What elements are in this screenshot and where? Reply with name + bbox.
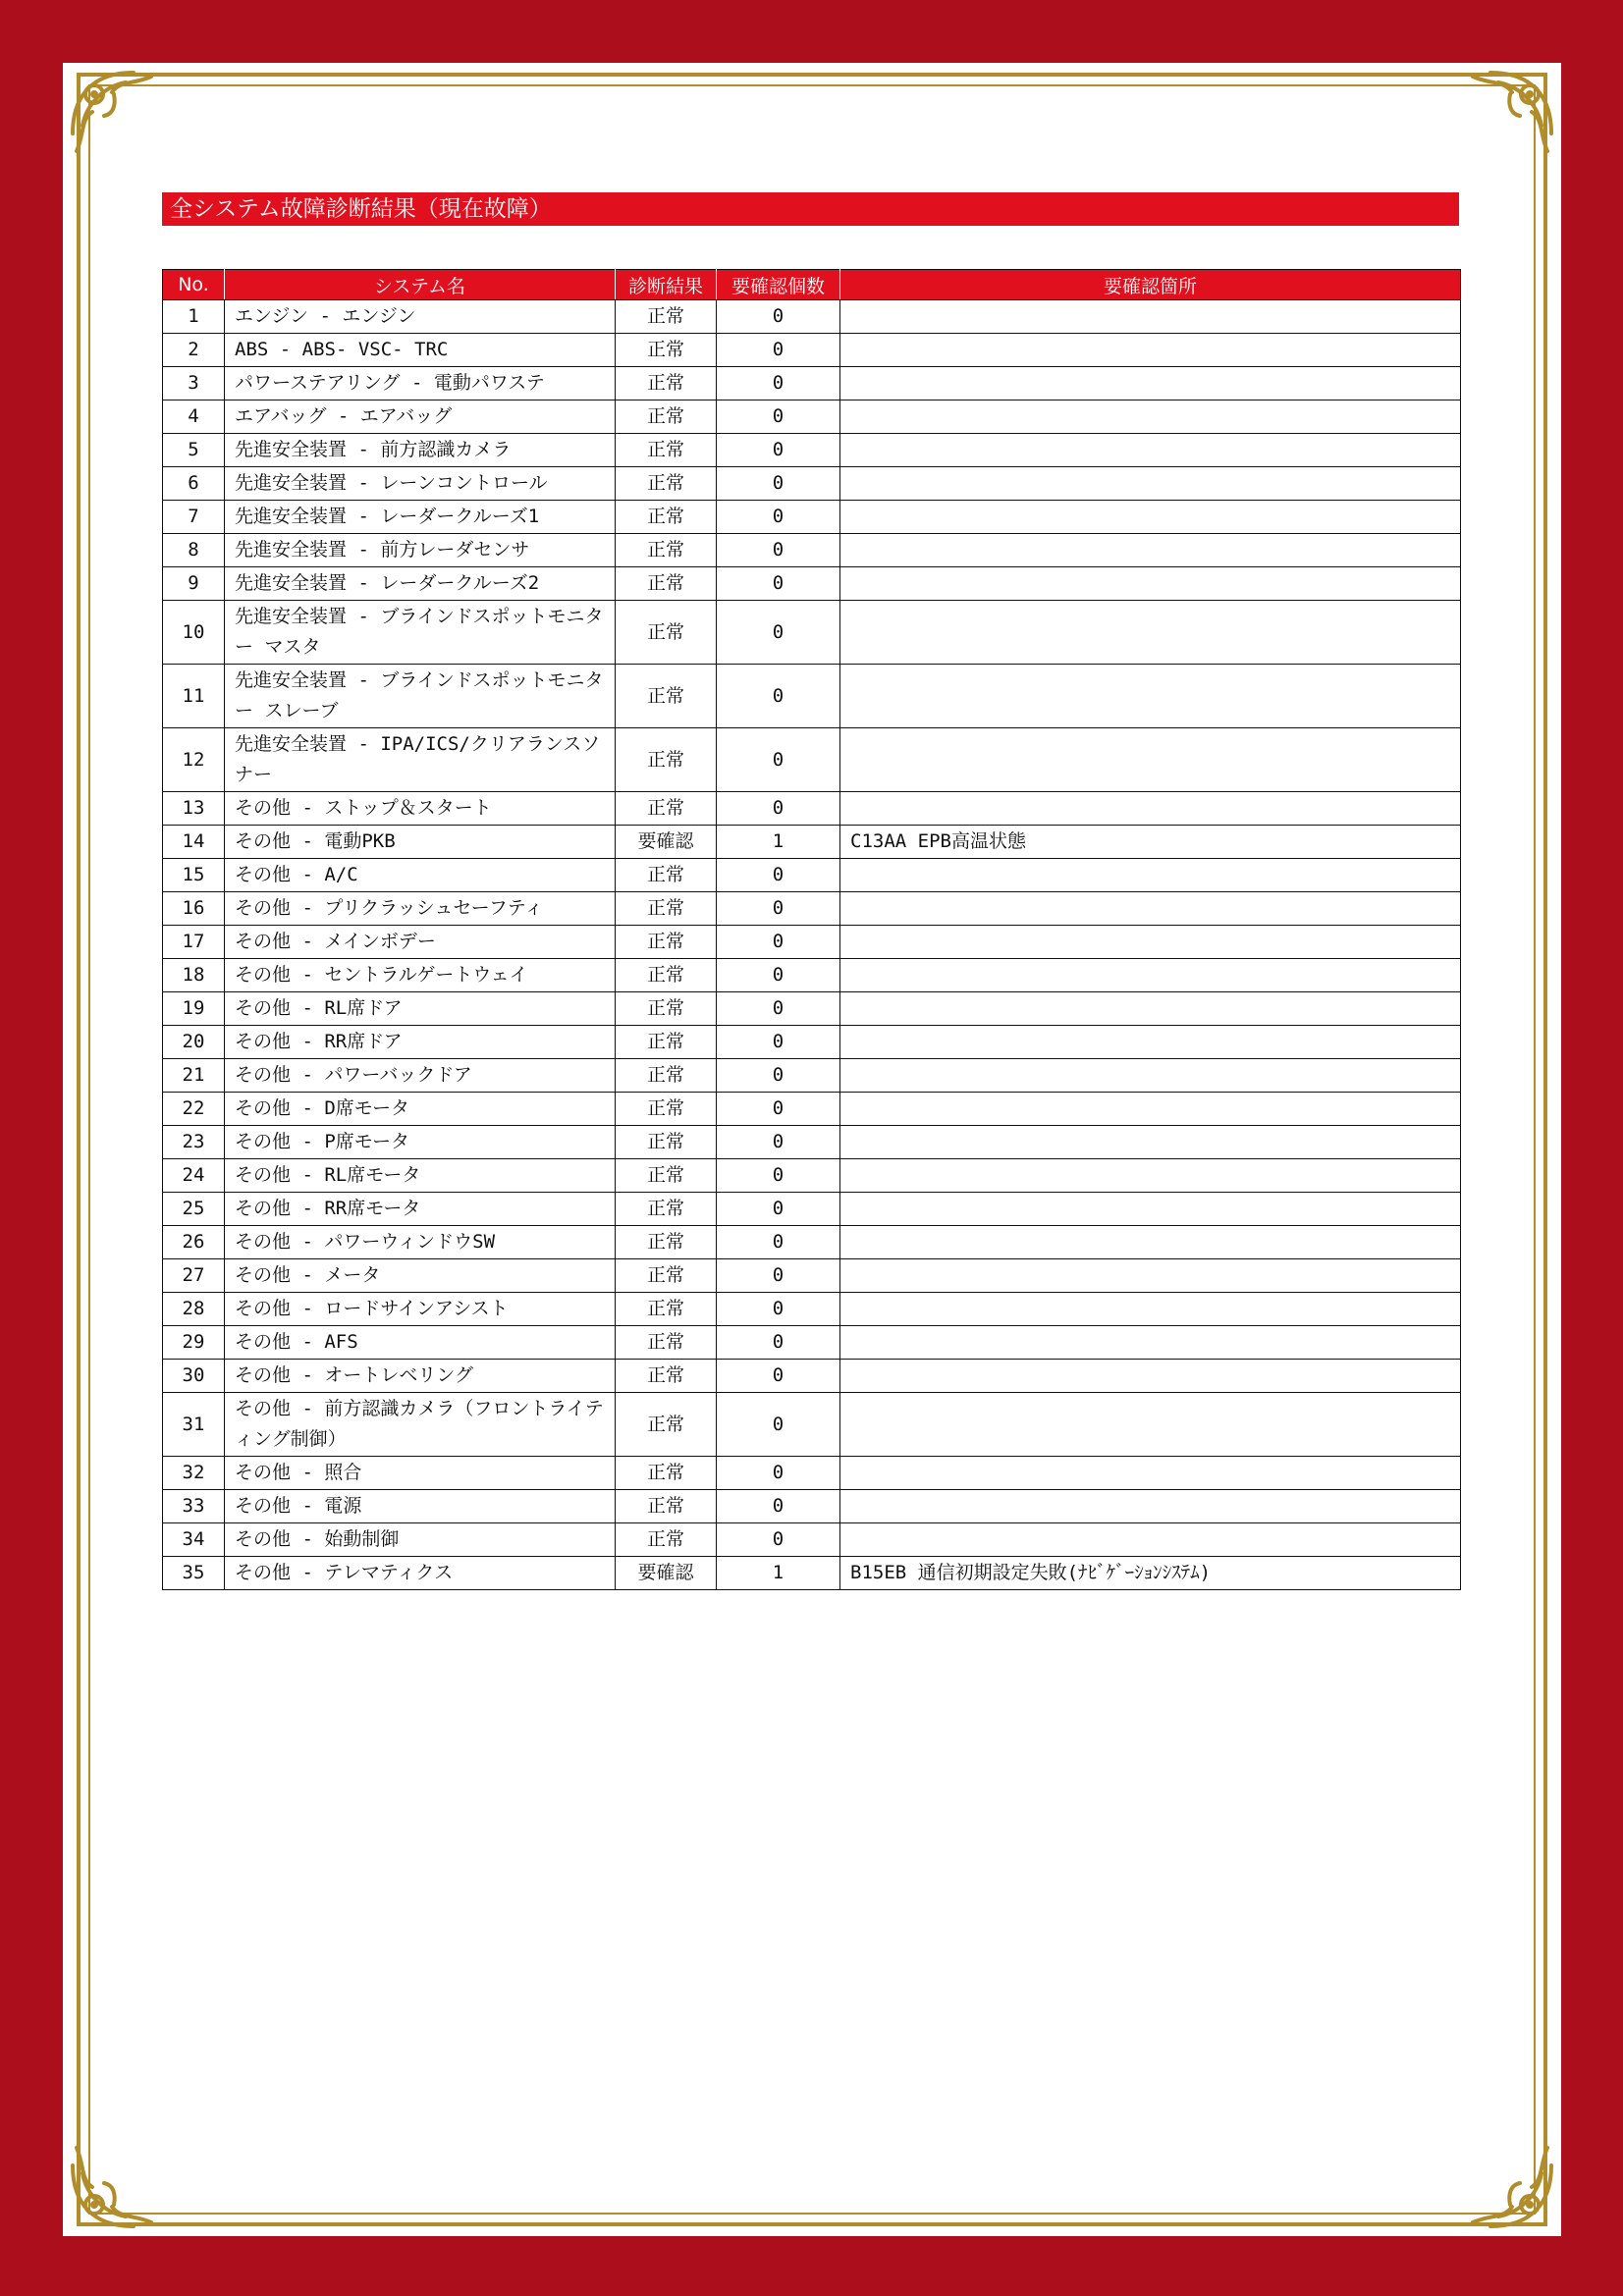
row-location: C13AA EPB高温状態 [840, 826, 1461, 859]
table-row [163, 892, 1461, 926]
table-row [163, 665, 1461, 728]
row-system-name: パワーステアリング - 電動パワステ [225, 367, 616, 400]
row-system-name: その他 - ストップ＆スタート [225, 792, 616, 826]
row-count: 0 [717, 792, 840, 826]
row-count: 0 [717, 1457, 840, 1490]
table-row [163, 926, 1461, 959]
row-system-name: その他 - 電動PKB [225, 826, 616, 859]
row-count: 0 [717, 926, 840, 959]
row-result: 正常 [616, 1326, 717, 1360]
row-location [840, 601, 1461, 665]
row-count: 0 [717, 1393, 840, 1457]
row-count: 0 [717, 1193, 840, 1226]
row-no: 4 [163, 400, 225, 434]
row-location [840, 992, 1461, 1026]
row-no: 34 [163, 1523, 225, 1557]
table-row [163, 992, 1461, 1026]
row-result: 正常 [616, 1226, 717, 1259]
row-result: 正常 [616, 467, 717, 501]
table-row [163, 859, 1461, 892]
row-location [840, 1326, 1461, 1360]
section-title: 全システム故障診断結果（現在故障） [162, 192, 1459, 226]
row-system-name: その他 - A/C [225, 859, 616, 892]
row-count: 0 [717, 892, 840, 926]
row-no: 14 [163, 826, 225, 859]
row-result: 正常 [616, 1126, 717, 1159]
row-system-name: その他 - パワーウィンドウSW [225, 1226, 616, 1259]
row-location [840, 567, 1461, 601]
row-no: 28 [163, 1293, 225, 1326]
table-row [163, 567, 1461, 601]
row-count: 0 [717, 367, 840, 400]
row-no: 26 [163, 1226, 225, 1259]
table-row [163, 1026, 1461, 1059]
row-system-name: その他 - 照合 [225, 1457, 616, 1490]
row-result: 正常 [616, 959, 717, 992]
row-no: 2 [163, 334, 225, 367]
row-count: 0 [717, 601, 840, 665]
table-row [163, 792, 1461, 826]
row-count: 0 [717, 334, 840, 367]
row-no: 8 [163, 534, 225, 567]
row-location [840, 1059, 1461, 1093]
row-result: 正常 [616, 367, 717, 400]
corner-ornament-icon [65, 65, 159, 159]
row-system-name: その他 - テレマティクス [225, 1557, 616, 1590]
row-no: 12 [163, 728, 225, 792]
row-location [840, 1293, 1461, 1326]
row-location [840, 300, 1461, 334]
row-system-name: エアバッグ - エアバッグ [225, 400, 616, 434]
row-location [840, 1193, 1461, 1226]
row-location [840, 1159, 1461, 1193]
row-no: 19 [163, 992, 225, 1026]
row-count: 0 [717, 665, 840, 728]
row-no: 27 [163, 1259, 225, 1293]
corner-ornament-icon [65, 2140, 159, 2234]
row-system-name: その他 - D席モータ [225, 1093, 616, 1126]
table-row [163, 1259, 1461, 1293]
row-no: 29 [163, 1326, 225, 1360]
table-row [163, 367, 1461, 400]
row-location [840, 1457, 1461, 1490]
table-row [163, 826, 1461, 859]
row-location [840, 1393, 1461, 1457]
row-no: 32 [163, 1457, 225, 1490]
table-row [163, 1193, 1461, 1226]
row-result: 正常 [616, 1293, 717, 1326]
row-result: 正常 [616, 1393, 717, 1457]
row-count: 0 [717, 1360, 840, 1393]
table-row [163, 601, 1461, 665]
row-result: 要確認 [616, 1557, 717, 1590]
table-header-row [163, 270, 1461, 300]
row-count: 0 [717, 1159, 840, 1193]
row-result: 正常 [616, 892, 717, 926]
table-row [163, 959, 1461, 992]
row-count: 0 [717, 1126, 840, 1159]
row-system-name: その他 - P席モータ [225, 1126, 616, 1159]
header-location: 要確認箇所 [840, 270, 1461, 300]
row-system-name: 先進安全装置 - 前方レーダセンサ [225, 534, 616, 567]
table-row [163, 334, 1461, 367]
row-result: 正常 [616, 1523, 717, 1557]
row-location [840, 434, 1461, 467]
table-row [163, 300, 1461, 334]
table-row [163, 1457, 1461, 1490]
row-no: 10 [163, 601, 225, 665]
row-result: 正常 [616, 501, 717, 534]
row-no: 20 [163, 1026, 225, 1059]
row-count: 0 [717, 400, 840, 434]
table-row [163, 467, 1461, 501]
row-system-name: 先進安全装置 - レーダークルーズ2 [225, 567, 616, 601]
row-system-name: その他 - RL席モータ [225, 1159, 616, 1193]
row-system-name: その他 - パワーバックドア [225, 1059, 616, 1093]
row-result: 正常 [616, 1259, 717, 1293]
row-system-name: 先進安全装置 - IPA/ICS/クリアランスソナー [225, 728, 616, 792]
row-no: 30 [163, 1360, 225, 1393]
row-result: 正常 [616, 1490, 717, 1523]
row-system-name: その他 - メータ [225, 1259, 616, 1293]
row-system-name: 先進安全装置 - ブラインドスポットモニター マスタ [225, 601, 616, 665]
row-result: 正常 [616, 728, 717, 792]
row-location [840, 892, 1461, 926]
table-row [163, 1393, 1461, 1457]
row-system-name: その他 - オートレベリング [225, 1360, 616, 1393]
row-result: 正常 [616, 534, 717, 567]
row-system-name: その他 - メインボデー [225, 926, 616, 959]
row-location [840, 1523, 1461, 1557]
row-count: 0 [717, 992, 840, 1026]
row-no: 3 [163, 367, 225, 400]
row-no: 35 [163, 1557, 225, 1590]
row-no: 7 [163, 501, 225, 534]
table-row [163, 1093, 1461, 1126]
row-count: 0 [717, 859, 840, 892]
row-system-name: その他 - 前方認識カメラ（フロントライティング制御） [225, 1393, 616, 1457]
row-result: 正常 [616, 992, 717, 1026]
row-location [840, 1259, 1461, 1293]
row-no: 13 [163, 792, 225, 826]
row-count: 1 [717, 1557, 840, 1590]
row-count: 0 [717, 434, 840, 467]
row-count: 0 [717, 1226, 840, 1259]
row-system-name: エンジン - エンジン [225, 300, 616, 334]
row-location [840, 1026, 1461, 1059]
row-location [840, 1093, 1461, 1126]
row-no: 11 [163, 665, 225, 728]
row-result: 正常 [616, 1159, 717, 1193]
row-location [840, 400, 1461, 434]
row-count: 0 [717, 1259, 840, 1293]
table-row [163, 534, 1461, 567]
table-row [163, 434, 1461, 467]
table-row [163, 1226, 1461, 1259]
row-system-name: 先進安全装置 - レーダークルーズ1 [225, 501, 616, 534]
row-no: 1 [163, 300, 225, 334]
row-count: 1 [717, 826, 840, 859]
row-location [840, 334, 1461, 367]
row-location [840, 467, 1461, 501]
row-result: 正常 [616, 1193, 717, 1226]
table-row [163, 728, 1461, 792]
row-count: 0 [717, 1093, 840, 1126]
header-no: No. [163, 270, 225, 300]
row-result: 正常 [616, 1457, 717, 1490]
row-location [840, 534, 1461, 567]
row-location [840, 859, 1461, 892]
table-row [163, 1126, 1461, 1159]
row-count: 0 [717, 1326, 840, 1360]
row-result: 正常 [616, 334, 717, 367]
row-no: 31 [163, 1393, 225, 1457]
row-location [840, 665, 1461, 728]
row-location [840, 728, 1461, 792]
row-count: 0 [717, 1490, 840, 1523]
diagnosis-table [162, 269, 1461, 1590]
corner-ornament-icon [1465, 65, 1559, 159]
row-result: 正常 [616, 1093, 717, 1126]
row-result: 正常 [616, 567, 717, 601]
row-system-name: ABS - ABS- VSC- TRC [225, 334, 616, 367]
row-location: B15EB 通信初期設定失敗(ﾅﾋﾞｹﾞｰｼｮﾝｼｽﾃﾑ) [840, 1557, 1461, 1590]
row-location [840, 1490, 1461, 1523]
row-location [840, 1226, 1461, 1259]
row-result: 正常 [616, 859, 717, 892]
row-system-name: その他 - プリクラッシュセーフティ [225, 892, 616, 926]
table-row [163, 400, 1461, 434]
row-result: 正常 [616, 400, 717, 434]
row-system-name: その他 - 始動制御 [225, 1523, 616, 1557]
row-count: 0 [717, 567, 840, 601]
row-system-name: その他 - AFS [225, 1326, 616, 1360]
row-location [840, 959, 1461, 992]
table-row [163, 1293, 1461, 1326]
report-sheet [63, 63, 1561, 2236]
row-count: 0 [717, 1523, 840, 1557]
header-result: 診断結果 [616, 270, 717, 300]
row-no: 33 [163, 1490, 225, 1523]
row-result: 正常 [616, 300, 717, 334]
row-count: 0 [717, 1059, 840, 1093]
header-system-name: システム名 [225, 270, 616, 300]
row-system-name: その他 - RL席ドア [225, 992, 616, 1026]
table-row [163, 1523, 1461, 1557]
row-location [840, 501, 1461, 534]
table-row [163, 1326, 1461, 1360]
table-body [163, 300, 1461, 1590]
row-count: 0 [717, 728, 840, 792]
row-location [840, 926, 1461, 959]
row-location [840, 792, 1461, 826]
row-system-name: その他 - ロードサインアシスト [225, 1293, 616, 1326]
row-result: 正常 [616, 926, 717, 959]
row-location [840, 367, 1461, 400]
table-row [163, 1059, 1461, 1093]
row-result: 正常 [616, 434, 717, 467]
row-no: 5 [163, 434, 225, 467]
table-row [163, 1557, 1461, 1590]
row-location [840, 1126, 1461, 1159]
row-no: 18 [163, 959, 225, 992]
row-system-name: 先進安全装置 - 前方認識カメラ [225, 434, 616, 467]
table-row [163, 1159, 1461, 1193]
row-system-name: その他 - RR席ドア [225, 1026, 616, 1059]
row-count: 0 [717, 300, 840, 334]
row-no: 16 [163, 892, 225, 926]
row-result: 正常 [616, 601, 717, 665]
table-row [163, 501, 1461, 534]
row-no: 21 [163, 1059, 225, 1093]
header-count: 要確認個数 [717, 270, 840, 300]
row-count: 0 [717, 534, 840, 567]
row-system-name: 先進安全装置 - ブラインドスポットモニター スレーブ [225, 665, 616, 728]
row-count: 0 [717, 467, 840, 501]
row-system-name: その他 - 電源 [225, 1490, 616, 1523]
row-no: 15 [163, 859, 225, 892]
row-no: 24 [163, 1159, 225, 1193]
table-row [163, 1490, 1461, 1523]
row-result: 正常 [616, 792, 717, 826]
row-no: 23 [163, 1126, 225, 1159]
row-count: 0 [717, 1293, 840, 1326]
table-row [163, 1360, 1461, 1393]
row-no: 17 [163, 926, 225, 959]
row-result: 正常 [616, 1360, 717, 1393]
row-no: 22 [163, 1093, 225, 1126]
row-count: 0 [717, 1026, 840, 1059]
row-no: 6 [163, 467, 225, 501]
corner-ornament-icon [1465, 2140, 1559, 2234]
row-no: 9 [163, 567, 225, 601]
row-system-name: 先進安全装置 - レーンコントロール [225, 467, 616, 501]
row-count: 0 [717, 501, 840, 534]
row-location [840, 1360, 1461, 1393]
row-count: 0 [717, 959, 840, 992]
row-result: 正常 [616, 665, 717, 728]
row-result: 正常 [616, 1026, 717, 1059]
row-system-name: その他 - セントラルゲートウェイ [225, 959, 616, 992]
row-system-name: その他 - RR席モータ [225, 1193, 616, 1226]
row-result: 正常 [616, 1059, 717, 1093]
row-no: 25 [163, 1193, 225, 1226]
row-result: 要確認 [616, 826, 717, 859]
